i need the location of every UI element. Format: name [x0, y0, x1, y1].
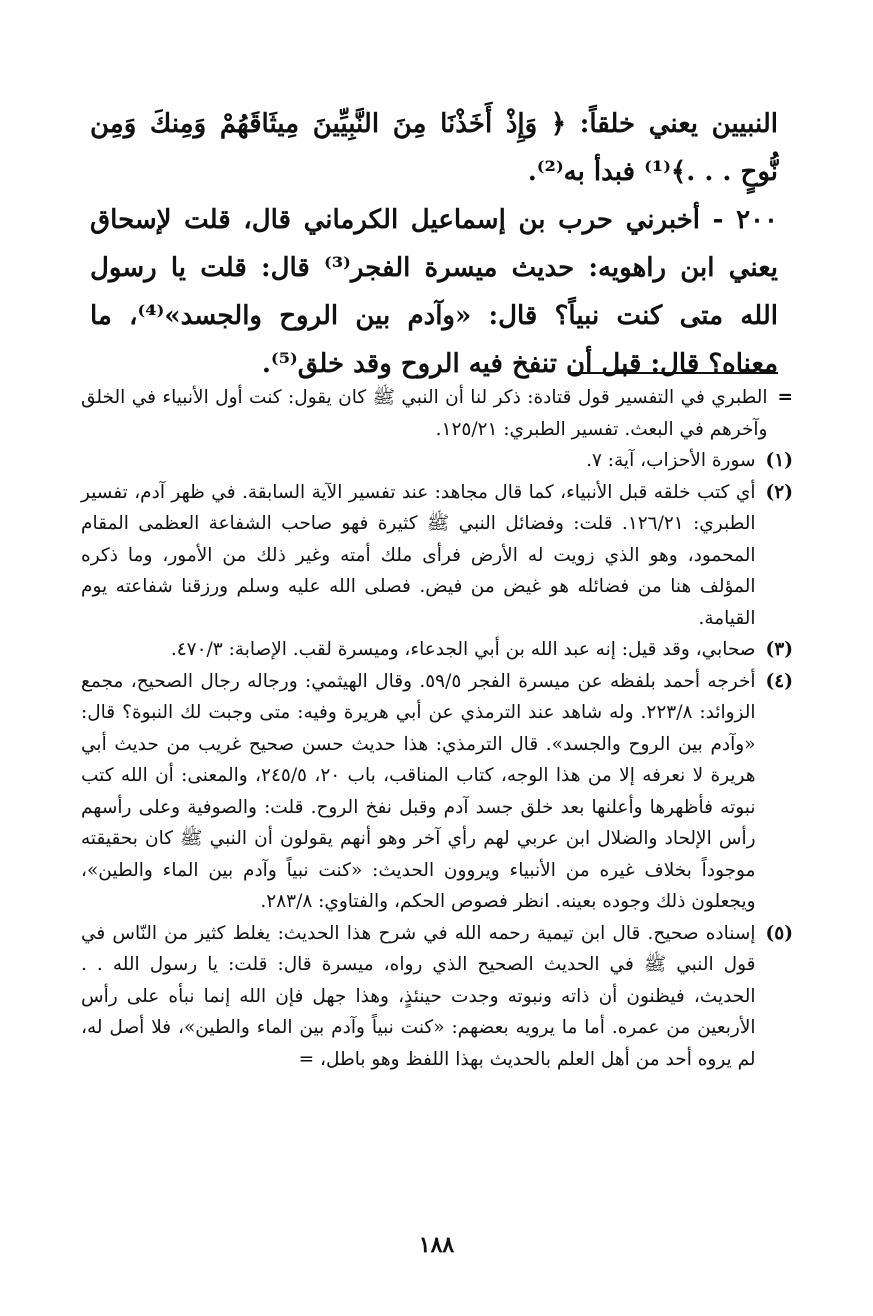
footnote-separator [568, 372, 778, 374]
footnote-text: الطبري في التفسير قول قتادة: ذكر لنا أن النبي ﷺ كان يقول: كنت أول الأنبياء في الخلق وآخرهم في البعث. تفسير الطبري: ١٢٥/٢١. [81, 387, 768, 440]
footnote-text: أخرجه أحمد بلفظه عن ميسرة الفجر ٥٩/٥. وقال الهيثمي: ورجاله رجال الصحيح، مجمع الزوائد: ٢٢٣/٨. وله شاهد عند الترمذي عن أبي هريرة وفيه: متى وجبت لك النبوة؟ قال: «وآدم بين الروح والجسد». قال الترمذي: هذا حديث حسن صحيح غريب من حديث أبي هريرة لا نعرفه إلا من هذا الوجه، كتاب المناقب، باب ٢٠، ٢٤٥/٥، والمعنى: أن الله كتب نبوته فأظهرها وأعلنها بعد خلق جسد آدم وقبل نفخ الروح. قلت: والصوفية وعلى رأسهم رأس الإلحاد والضلال ابن عربي لهم رأي آخر وهو أنهم يقولون أن النبي ﷺ كان بحقيقته موجوداً بخلاف غيره من الأنبياء ويروون الحديث: «كنت نبياً وآدم بين الماء والطين»، ويجعلون ذلك وجوده بعينه. انظر فصوص الحكم، والفتاوي: ٢٨٣/٨. [81, 670, 756, 912]
footnote-text: إسناده صحيح. قال ابن تيمية رحمه الله في شرح هذا الحديث: يغلط كثير من النّاس في قول النبي ﷺ في الحديث الصحيح الذي رواه، ميسرة قال: قلت: يا رسول الله . . الحديث، فيظنون أن ذاته ونبوته وجدت حينئذٍ، وهذا جهل فإن الله إنما نبأه على رأس الأربعين من عمره. أما ما يرويه بعضهم: «كنت نبياً وآدم بين الماء والطين»، فلا أصل له، لم يروه أحد من أهل العلم بالحديث بهذا اللفظ وهو باطل، = [81, 922, 756, 1070]
footnote-text: سورة الأحزاب، آية: ٧. [586, 450, 756, 471]
footnote-3 [81, 634, 793, 666]
footnote-mark: (٤) [765, 670, 793, 692]
footnotes [81, 382, 793, 1075]
footnote-continuation [81, 382, 793, 445]
footnote-mark: (٢) [765, 481, 793, 503]
main-text [90, 100, 778, 388]
footnote-2 [81, 477, 793, 635]
footnote-text: صحابي، وقد قيل: إنه عبد الله بن أبي الجدعاء، وميسرة لقب. الإصابة: ٤٧٠/٣. [170, 639, 756, 660]
quran-verse-paragraph: النبيين يعني خلقاً: ﴿ وَإِذْ أَخَذْنَا مِنَ النَّبِيِّينَ مِيثَاقَهُمْ وَمِنكَ وَمِن نُّوحٍ . . .﴾⁽¹⁾ فبدأ به⁽²⁾. [90, 109, 778, 187]
footnote-5 [81, 918, 793, 1076]
footnote-1 [81, 445, 793, 477]
hadith-text: - أخبرني حرب بن إسماعيل الكرماني قال، قلت لإسحاق يعني ابن راهويه: حديث ميسرة الفجر⁽³⁾ قال: قلت يا رسول الله متى كنت نبياً؟ قال: «وآدم بين الروح والجسد»⁽⁴⁾، ما معناه؟ قال: قبل أن تنفخ فيه الروح وقد خلق⁽⁵⁾. [90, 205, 779, 379]
footnote-mark: = [777, 387, 793, 408]
hadith-number: ٢٠٠ [736, 205, 778, 235]
footnote-mark: (٥) [765, 922, 793, 944]
footnote-4 [81, 666, 793, 918]
hadith-paragraph [90, 196, 778, 388]
footnote-text: أي كتب خلقه قبل الأنبياء، كما قال مجاهد: عند تفسير الآية السابقة. في ظهر آدم، تفسير الطبري: ١٢٦/٢١. قلت: وفضائل النبي ﷺ كثيرة فهو صاحب الشفاعة العظمى المقام المحمود، وهو الذي زويت له الأرض فرأى ملك أمته وغير ذلك من الأمور، وما ذكره المؤلف هنا من فضائله هو غيض من فيض. فصلى الله عليه وسلم ورزقنا شفاعته يوم القيامة. [81, 481, 756, 629]
page-number: ١٨٨ [418, 1232, 455, 1258]
footnote-mark: (٣) [765, 639, 793, 660]
footnote-mark: (١) [765, 450, 793, 471]
